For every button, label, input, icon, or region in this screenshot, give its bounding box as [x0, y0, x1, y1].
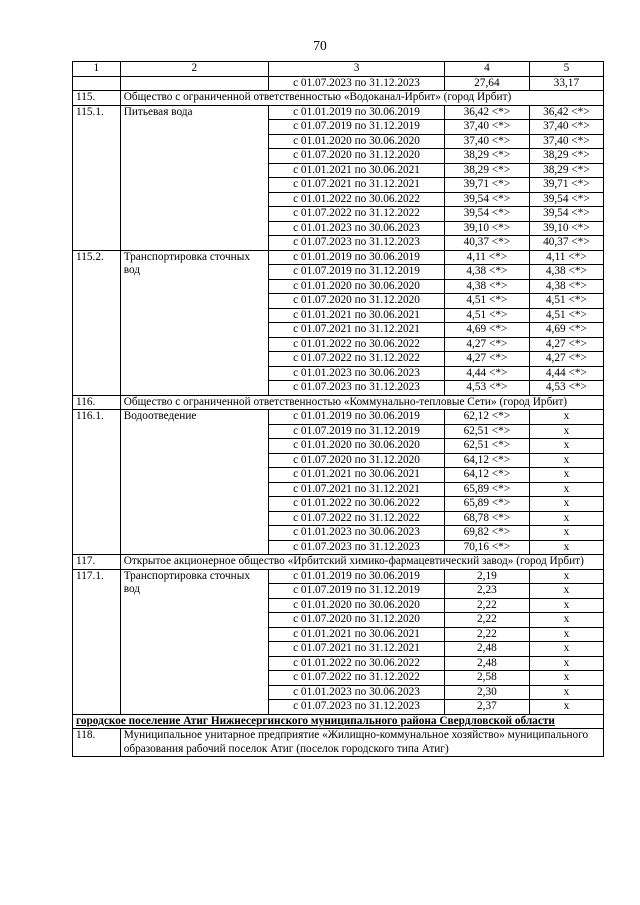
- section-heading-row: [73, 714, 604, 729]
- service-name-cell: Водоотведение: [120, 410, 268, 555]
- tariff-vat-value-cell: 36,42 <*>: [529, 105, 603, 120]
- period-cell: с 01.07.2019 по 31.12.2019: [269, 424, 445, 439]
- period-cell: с 01.01.2020 по 30.06.2020: [269, 598, 445, 613]
- tariff-value-cell: 4,38 <*>: [445, 265, 530, 280]
- tariff-value-cell: 2,48: [445, 656, 530, 671]
- tariff-value-cell: 4,27 <*>: [445, 352, 530, 367]
- tariff-value-cell: 27,64: [445, 76, 530, 91]
- tariff-value-cell: 4,27 <*>: [445, 337, 530, 352]
- period-cell: с 01.01.2019 по 30.06.2019: [269, 410, 445, 425]
- period-cell: с 01.01.2021 по 30.06.2021: [269, 308, 445, 323]
- tariff-value-cell: 39,10 <*>: [445, 221, 530, 236]
- tariff-vat-value-cell: 39,54 <*>: [529, 192, 603, 207]
- service-group-115-2: [73, 250, 604, 265]
- tariff-value-cell: 62,12 <*>: [445, 410, 530, 425]
- organization-row: [73, 729, 604, 757]
- tariff-value-cell: 36,42 <*>: [445, 105, 530, 120]
- period-cell: с 01.01.2023 по 30.06.2023: [269, 366, 445, 381]
- tariff-vat-value-cell: х: [529, 700, 603, 715]
- tariff-value-cell: 4,53 <*>: [445, 381, 530, 396]
- tariff-value-cell: 2,30: [445, 685, 530, 700]
- tariff-vat-value-cell: 4,27 <*>: [529, 352, 603, 367]
- tariff-value-cell: 4,11 <*>: [445, 250, 530, 265]
- organization-name-cell: Общество с ограниченной ответственностью «Коммунально-тепловые Сети» (город Ирбит): [120, 395, 603, 410]
- tariff-vat-value-cell: х: [529, 584, 603, 599]
- tariff-vat-value-cell: х: [529, 439, 603, 454]
- period-cell: с 01.07.2023 по 31.12.2023: [269, 540, 445, 555]
- tariff-vat-value-cell: 37,40 <*>: [529, 134, 603, 149]
- tariff-value-cell: 4,69 <*>: [445, 323, 530, 338]
- tariff-vat-value-cell: х: [529, 642, 603, 657]
- period-cell: с 01.01.2022 по 30.06.2022: [269, 337, 445, 352]
- tariff-value-cell: 37,40 <*>: [445, 120, 530, 135]
- tariff-value-cell: 38,29 <*>: [445, 149, 530, 164]
- row-number-cell: [73, 76, 121, 91]
- page-number: 70: [313, 38, 327, 53]
- tariff-vat-value-cell: х: [529, 453, 603, 468]
- tariff-vat-value-cell: 39,54 <*>: [529, 207, 603, 222]
- tariff-vat-value-cell: 39,10 <*>: [529, 221, 603, 236]
- tariff-value-cell: 64,12 <*>: [445, 453, 530, 468]
- period-cell: с 01.07.2022 по 31.12.2022: [269, 671, 445, 686]
- tariff-vat-value-cell: 4,44 <*>: [529, 366, 603, 381]
- tariff-vat-value-cell: х: [529, 468, 603, 483]
- column-header: 3: [269, 62, 445, 77]
- tariff-vat-value-cell: 38,29 <*>: [529, 149, 603, 164]
- period-cell: с 01.01.2021 по 30.06.2021: [269, 468, 445, 483]
- tariff-value-cell: 4,51 <*>: [445, 294, 530, 309]
- tariff-value-cell: 4,44 <*>: [445, 366, 530, 381]
- tariff-value-cell: 38,29 <*>: [445, 163, 530, 178]
- organization-row: [73, 91, 604, 106]
- tariff-value-cell: 2,22: [445, 598, 530, 613]
- period-cell: с 01.07.2019 по 31.12.2019: [269, 584, 445, 599]
- period-cell: с 01.07.2022 по 31.12.2022: [269, 207, 445, 222]
- period-cell: с 01.07.2019 по 31.12.2019: [269, 120, 445, 135]
- tariff-value-cell: 69,82 <*>: [445, 526, 530, 541]
- row-number-cell: 116.: [73, 395, 121, 410]
- tariff-vat-value-cell: 4,38 <*>: [529, 265, 603, 280]
- tariff-vat-value-cell: х: [529, 511, 603, 526]
- organization-row: [73, 555, 604, 570]
- row-number-cell: 115.1.: [73, 105, 121, 250]
- column-header: 2: [120, 62, 268, 77]
- period-cell: с 01.01.2019 по 30.06.2019: [269, 569, 445, 584]
- service-group-115-1: [73, 105, 604, 120]
- period-cell: с 01.01.2019 по 30.06.2019: [269, 105, 445, 120]
- tariff-value-cell: 39,54 <*>: [445, 207, 530, 222]
- column-header: 1: [73, 62, 121, 77]
- period-cell: с 01.01.2020 по 30.06.2020: [269, 279, 445, 294]
- period-cell: с 01.07.2021 по 31.12.2021: [269, 178, 445, 193]
- tariff-value-cell: 2,37: [445, 700, 530, 715]
- tariff-vat-value-cell: 4,11 <*>: [529, 250, 603, 265]
- organization-name-cell: Открытое акционерное общество «Ирбитский химико-фармацевтический завод» (город Ирбит): [120, 555, 603, 570]
- service-name-cell: Питьевая вода: [120, 105, 268, 250]
- table-row: [73, 76, 604, 91]
- period-cell: с 01.07.2020 по 31.12.2020: [269, 294, 445, 309]
- period-cell: с 01.07.2023 по 31.12.2023: [269, 236, 445, 251]
- row-number-cell: 116.1.: [73, 410, 121, 555]
- row-number-cell: 117.: [73, 555, 121, 570]
- tariff-vat-value-cell: х: [529, 540, 603, 555]
- period-cell: с 01.01.2020 по 30.06.2020: [269, 134, 445, 149]
- period-cell: с 01.01.2019 по 30.06.2019: [269, 250, 445, 265]
- tariff-vat-value-cell: х: [529, 671, 603, 686]
- row-number-cell: 115.: [73, 91, 121, 106]
- tariff-vat-value-cell: 33,17: [529, 76, 603, 91]
- tariff-value-cell: 65,89 <*>: [445, 482, 530, 497]
- period-cell: с 01.07.2022 по 31.12.2022: [269, 352, 445, 367]
- tariff-value-cell: 40,37 <*>: [445, 236, 530, 251]
- tariff-vat-value-cell: 4,53 <*>: [529, 381, 603, 396]
- tariff-vat-value-cell: х: [529, 410, 603, 425]
- tariff-vat-value-cell: 4,27 <*>: [529, 337, 603, 352]
- tariff-vat-value-cell: 4,69 <*>: [529, 323, 603, 338]
- tariff-value-cell: 64,12 <*>: [445, 468, 530, 483]
- tariff-vat-value-cell: 38,29 <*>: [529, 163, 603, 178]
- tariff-vat-value-cell: х: [529, 656, 603, 671]
- period-cell: с 01.01.2021 по 30.06.2021: [269, 163, 445, 178]
- row-number-cell: 117.1.: [73, 569, 121, 714]
- organization-name-cell: Общество с ограниченной ответственностью «Водоканал-Ирбит» (город Ирбит): [120, 91, 603, 106]
- service-name-cell: Транспортировка сточных вод: [120, 569, 268, 714]
- table-header-row: [73, 62, 604, 77]
- period-cell: с 01.07.2020 по 31.12.2020: [269, 613, 445, 628]
- column-header: 4: [445, 62, 530, 77]
- organization-row: [73, 395, 604, 410]
- period-cell: с 01.01.2020 по 30.06.2020: [269, 439, 445, 454]
- tariff-value-cell: 2,22: [445, 613, 530, 628]
- period-cell: с 01.01.2022 по 30.06.2022: [269, 192, 445, 207]
- tariff-table: [72, 61, 604, 757]
- tariff-vat-value-cell: х: [529, 497, 603, 512]
- period-cell: с 01.01.2023 по 30.06.2023: [269, 221, 445, 236]
- period-cell: с 01.01.2023 по 30.06.2023: [269, 685, 445, 700]
- service-group-117-1: [73, 569, 604, 584]
- tariff-value-cell: 70,16 <*>: [445, 540, 530, 555]
- tariff-value-cell: 39,54 <*>: [445, 192, 530, 207]
- tariff-value-cell: 2,22: [445, 627, 530, 642]
- tariff-vat-value-cell: 4,51 <*>: [529, 294, 603, 309]
- period-cell: с 01.07.2020 по 31.12.2020: [269, 453, 445, 468]
- row-number-cell: 115.2.: [73, 250, 121, 395]
- tariff-vat-value-cell: 4,51 <*>: [529, 308, 603, 323]
- period-cell: с 01.01.2022 по 30.06.2022: [269, 656, 445, 671]
- tariff-vat-value-cell: х: [529, 482, 603, 497]
- period-cell: с 01.01.2022 по 30.06.2022: [269, 497, 445, 512]
- tariff-vat-value-cell: 39,71 <*>: [529, 178, 603, 193]
- tariff-value-cell: 4,51 <*>: [445, 308, 530, 323]
- tariff-vat-value-cell: 37,40 <*>: [529, 120, 603, 135]
- tariff-vat-value-cell: х: [529, 685, 603, 700]
- period-cell: с 01.01.2021 по 30.06.2021: [269, 627, 445, 642]
- tariff-vat-value-cell: х: [529, 526, 603, 541]
- period-cell: с 01.07.2020 по 31.12.2020: [269, 149, 445, 164]
- tariff-value-cell: 2,23: [445, 584, 530, 599]
- tariff-value-cell: 4,38 <*>: [445, 279, 530, 294]
- tariff-value-cell: 62,51 <*>: [445, 424, 530, 439]
- column-header: 5: [529, 62, 603, 77]
- service-name-cell: Транспортировка сточных вод: [120, 250, 268, 395]
- period-cell: с 01.07.2021 по 31.12.2021: [269, 482, 445, 497]
- tariff-value-cell: 68,78 <*>: [445, 511, 530, 526]
- tariff-vat-value-cell: х: [529, 569, 603, 584]
- tariff-vat-value-cell: х: [529, 598, 603, 613]
- row-number-cell: 118.: [73, 729, 121, 757]
- service-name-cell: [120, 76, 268, 91]
- tariff-value-cell: 2,19: [445, 569, 530, 584]
- organization-name-cell: Муниципальное унитарное предприятие «Жилищно-коммунальное хозяйство» муниципального образования рабочий поселок Атиг (поселок городского типа Атиг): [120, 729, 603, 757]
- period-cell: с 01.07.2023 по 31.12.2023: [269, 700, 445, 715]
- period-cell: с 01.07.2021 по 31.12.2021: [269, 642, 445, 657]
- service-group-116-1: [73, 410, 604, 425]
- period-cell: с 01.07.2019 по 31.12.2019: [269, 265, 445, 280]
- tariff-value-cell: 65,89 <*>: [445, 497, 530, 512]
- section-heading: городское поселение Атиг Нижнесергинского муниципального района Свердловской области: [73, 714, 604, 729]
- tariff-value-cell: 2,58: [445, 671, 530, 686]
- tariff-vat-value-cell: 40,37 <*>: [529, 236, 603, 251]
- period-cell: с 01.07.2023 по 31.12.2023: [269, 381, 445, 396]
- period-cell: с 01.07.2021 по 31.12.2021: [269, 323, 445, 338]
- tariff-value-cell: 39,71 <*>: [445, 178, 530, 193]
- tariff-value-cell: 62,51 <*>: [445, 439, 530, 454]
- tariff-vat-value-cell: х: [529, 424, 603, 439]
- tariff-vat-value-cell: х: [529, 627, 603, 642]
- tariff-vat-value-cell: 4,38 <*>: [529, 279, 603, 294]
- period-cell: с 01.07.2023 по 31.12.2023: [269, 76, 445, 91]
- period-cell: с 01.01.2023 по 30.06.2023: [269, 526, 445, 541]
- tariff-value-cell: 2,48: [445, 642, 530, 657]
- tariff-vat-value-cell: х: [529, 613, 603, 628]
- period-cell: с 01.07.2022 по 31.12.2022: [269, 511, 445, 526]
- tariff-value-cell: 37,40 <*>: [445, 134, 530, 149]
